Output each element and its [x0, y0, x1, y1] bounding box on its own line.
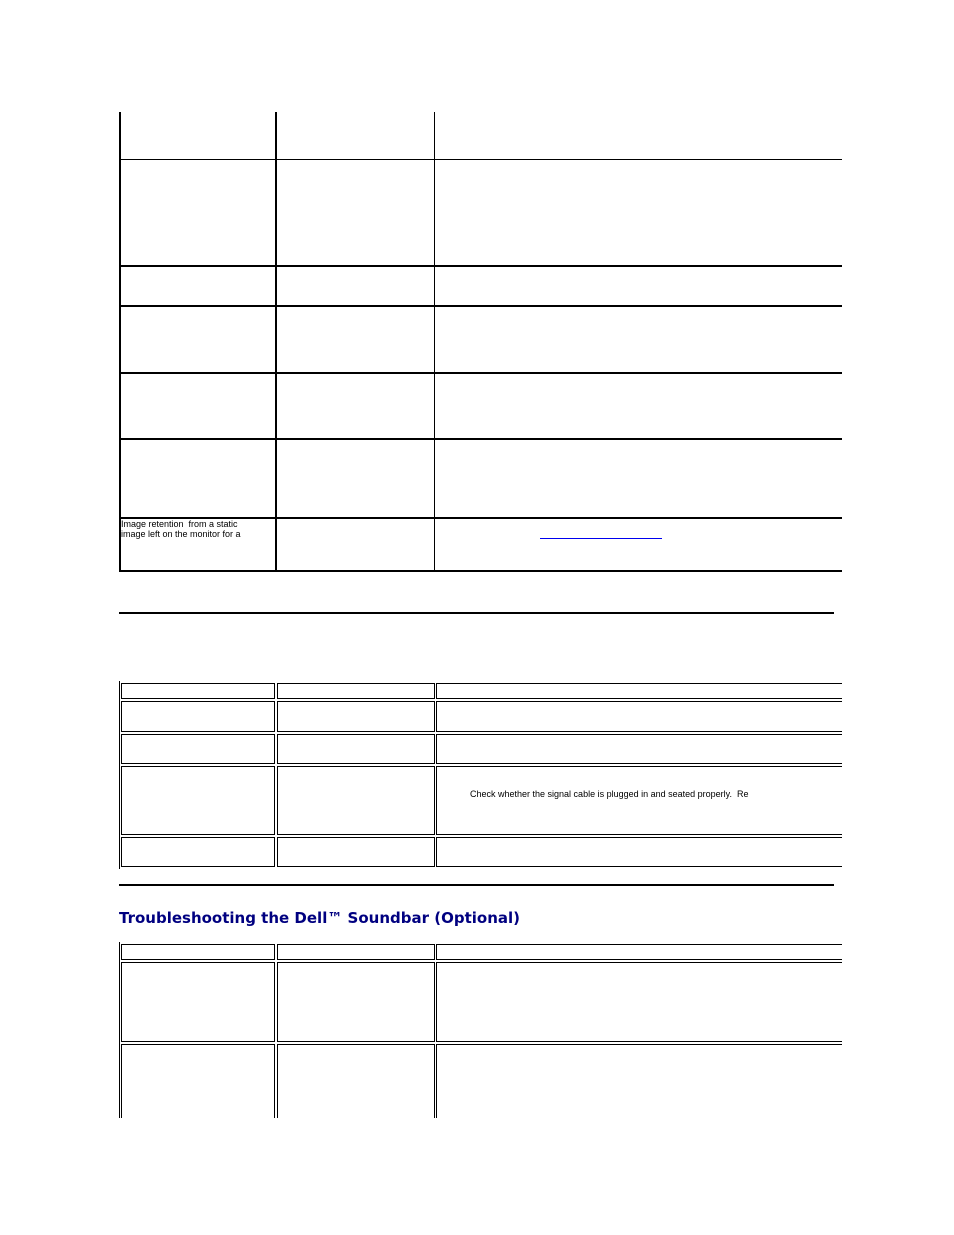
table-cell — [121, 701, 275, 732]
table-cell — [277, 701, 435, 732]
table-cell — [436, 701, 842, 732]
table-cell — [436, 766, 842, 835]
row-divider — [119, 265, 842, 267]
table-cell — [436, 1044, 842, 1118]
table-cell — [277, 734, 435, 764]
table-cell — [277, 766, 435, 835]
section-divider — [119, 612, 834, 614]
signal-cable-instruction: Check whether the signal cable is plugged in and seated properly. Re — [470, 789, 749, 799]
row-divider — [119, 305, 842, 307]
product-specific-problems-table — [119, 681, 842, 869]
column-divider — [434, 112, 435, 572]
table-cell — [277, 962, 435, 1042]
table-cell — [277, 1044, 435, 1118]
column-divider — [275, 112, 277, 572]
table-cell — [121, 837, 275, 867]
table-header-cell — [277, 683, 435, 699]
table-cell — [436, 962, 842, 1042]
image-retention-cell: Image retention from a static image left on the monitor for a — [121, 519, 241, 539]
table-header-cell — [436, 944, 842, 960]
row-divider — [119, 159, 842, 160]
table-header-cell — [121, 683, 275, 699]
section-divider — [119, 884, 834, 886]
table-cell — [121, 766, 275, 835]
pmm-link-underline[interactable] — [540, 538, 662, 539]
soundbar-section-title: Troubleshooting the Dell™ Soundbar (Optional) — [119, 909, 521, 927]
table-cell — [436, 734, 842, 764]
table-cell — [436, 837, 842, 867]
table-cell — [121, 734, 275, 764]
table-cell — [277, 837, 435, 867]
table-frame-left — [119, 942, 120, 1118]
row-divider — [119, 438, 842, 440]
column-divider — [119, 112, 121, 572]
table-frame-left — [119, 681, 120, 869]
table-header-cell — [121, 944, 275, 960]
table-header-cell — [436, 683, 842, 699]
table-cell — [121, 962, 275, 1042]
table-header-cell — [277, 944, 435, 960]
row-divider — [119, 372, 842, 374]
problems-table-continued — [119, 112, 842, 572]
row-divider — [119, 570, 842, 572]
table-cell — [121, 1044, 275, 1118]
soundbar-problems-table — [119, 942, 842, 1118]
